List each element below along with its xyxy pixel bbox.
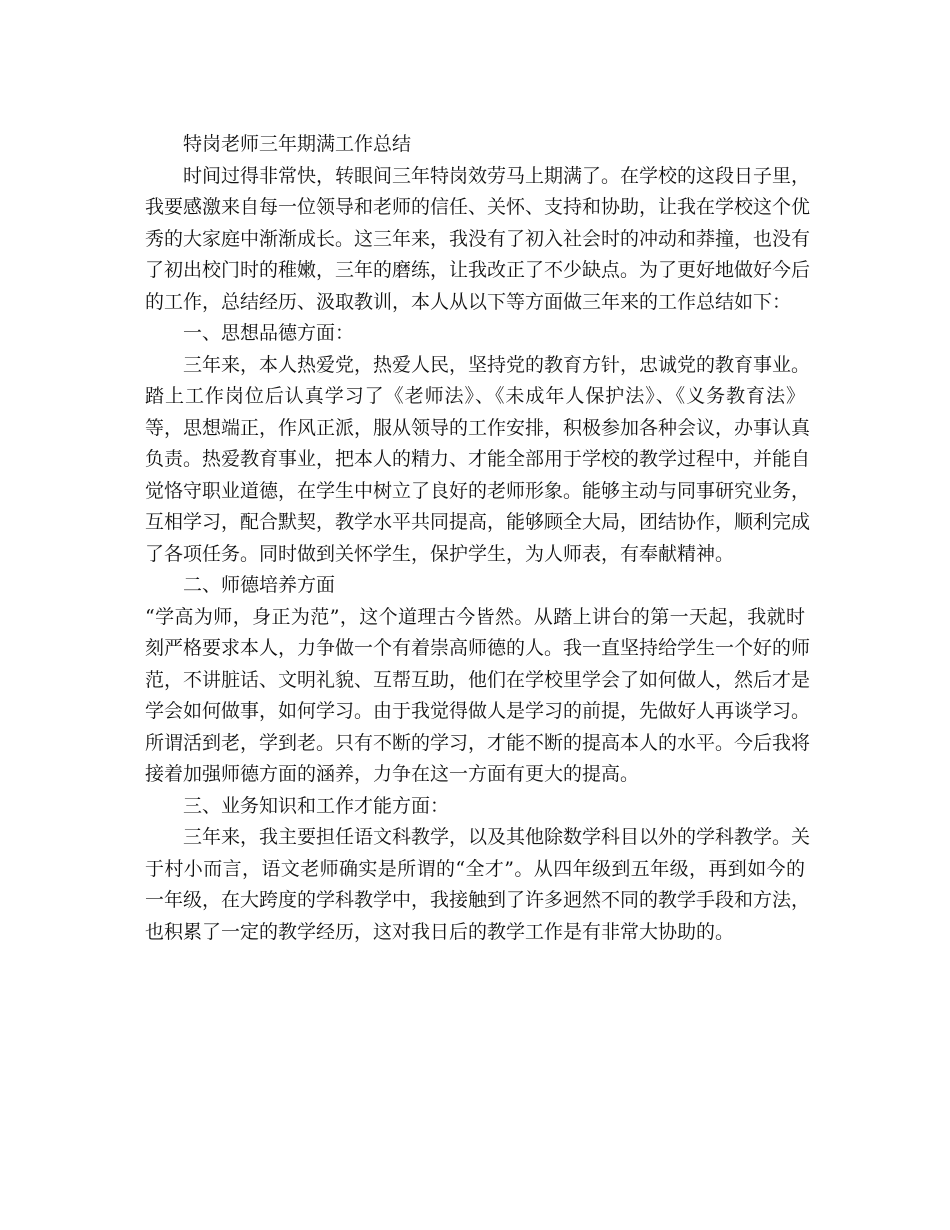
paragraph-line: 学会如何做事，如何学习。由于我觉得做人是学习的前提，先做好人再谈学习。 (145, 700, 811, 722)
paragraph-line: “学高为师，身正为范”，这个道理古今皆然。从踏上讲台的第一天起，我就时 (145, 605, 805, 628)
paragraph-line: 范，不讲脏话、文明礼貌、互帮互助，他们在学校里学会了如何做人，然后才是 (145, 668, 811, 691)
section-heading: 三、业务知识和工作才能方面： (183, 794, 450, 817)
paragraph-line: 也积累了一定的教学经历，这对我日后的教学工作是有非常大协助的。 (145, 920, 735, 943)
paragraph-line: 觉恪守职业道德，在学生中树立了良好的老师形象。能够主动与同事研究业务， (145, 479, 811, 502)
paragraph-line: 了初出校门时的稚嫩，三年的磨练，让我改正了不少缺点。为了更好地做好今后 (145, 259, 811, 281)
paragraph-line: 的工作，总结经历、汲取教训，本人从以下等方面做三年来的工作总结如下： (145, 290, 792, 313)
paragraph-line: 踏上工作岗位后认真学习了《老师法》、《未成年人保护法》、《义务教育法》 (145, 385, 805, 407)
paragraph-line: 负责。热爱教育事业，把本人的精力、才能全部用于学校的教学过程中，并能自 (145, 448, 811, 470)
paragraph-line: 刻严格要求本人，力争做一个有着崇高师德的人。我一直坚持给学生一个好的师 (145, 637, 811, 659)
section-heading: 二、师德培养方面 (183, 574, 336, 596)
paragraph-line: 于村小而言，语文老师确实是所谓的“全才”。从四年级到五年级，再到如今的 (145, 857, 805, 880)
paragraph-line: 互相学习，配合默契，教学水平共同提高，能够顾全大局，团结协作，顺利完成 (145, 511, 811, 533)
document-body (145, 129, 811, 948)
paragraph-line: 三年来，我主要担任语文科教学，以及其他除数学科目以外的学科教学。关 (183, 826, 811, 848)
paragraph-line: 一年级，在大跨度的学科教学中，我接触到了许多迥然不同的教学手段和方法， (145, 889, 811, 911)
paragraph-line: 所谓活到老，学到老。只有不断的学习，才能不断的提高本人的水平。今后我将 (145, 731, 811, 754)
paragraph-line: 秀的大家庭中渐渐成长。这三年来，我没有了初入社会时的冲动和莽撞，也没有 (145, 227, 811, 250)
paragraph-line: 我要感激来自每一位领导和老师的信任、关怀、支持和协助，让我在学校这个优 (145, 196, 811, 218)
document-title: 特岗老师三年期满工作总结 (183, 133, 412, 155)
paragraph-line: 时间过得非常快，转眼间三年特岗效劳马上期满了。在学校的这段日子里， (183, 164, 811, 187)
paragraph-line: 三年来，本人热爱党，热爱人民，坚持党的教育方针，忠诚党的教育事业。 (183, 353, 811, 376)
section-heading: 一、思想品德方面： (183, 322, 355, 344)
paragraph-line: 接着加强师德方面的涵养，力争在这一方面有更大的提高。 (145, 763, 640, 785)
paragraph-line: 了各项任务。同时做到关怀学生，保护学生，为人师表，有奉献精神。 (145, 542, 735, 565)
paragraph-line: 等，思想端正，作风正派，服从领导的工作安排，积极参加各种会议，办事认真 (145, 416, 811, 439)
